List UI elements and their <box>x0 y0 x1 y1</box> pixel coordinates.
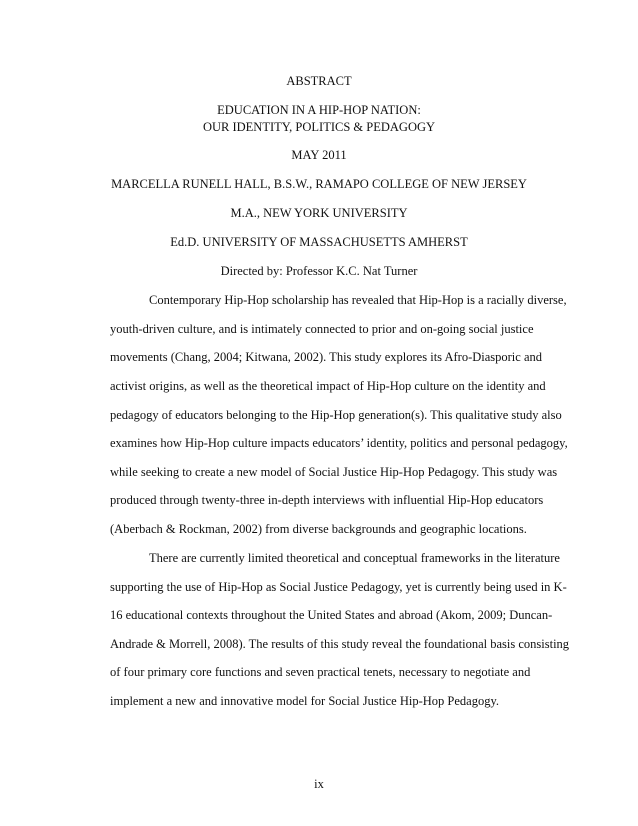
author-line: MARCELLA RUNELL HALL, B.S.W., RAMAPO COLLEGE OF NEW JERSEY <box>111 177 527 191</box>
paragraph-1-line: activist origins, as well as the theoretical impact of Hip-Hop culture on the identity and <box>110 379 546 393</box>
degree-ma-line: M.A., NEW YORK UNIVERSITY <box>230 206 408 220</box>
paragraph-1-line: movements (Chang, 2004; Kitwana, 2002). This study explores its Afro-Diasporic and <box>110 350 542 364</box>
page-number: ix <box>314 777 324 791</box>
title-line-1: EDUCATION IN A HIP-HOP NATION: <box>217 103 421 117</box>
paragraph-2-line: implement a new and innovative model for Social Justice Hip-Hop Pedagogy. <box>110 694 500 708</box>
paragraph-1-line: youth-driven culture, and is intimately connected to prior and on-going social justice <box>110 322 534 336</box>
paragraph-2-line: supporting the use of Hip-Hop as Social Justice Pedagogy, yet is currently being used in K- <box>110 580 567 594</box>
abstract-heading: ABSTRACT <box>286 74 352 88</box>
paragraph-1-line: produced through twenty-three in-depth interviews with influential Hip-Hop educators <box>110 493 544 507</box>
directed-by-line: Directed by: Professor K.C. Nat Turner <box>220 264 418 278</box>
paragraph-2-line: of four primary core functions and seven practical tenets, necessary to negotiate and <box>110 665 531 679</box>
degree-edd-line: Ed.D. UNIVERSITY OF MASSACHUSETTS AMHERST <box>170 235 468 249</box>
paragraph-1-line: (Aberbach & Rockman, 2002) from diverse backgrounds and geographic locations. <box>110 522 527 536</box>
paragraph-2-line: There are currently limited theoretical and conceptual frameworks in the literature <box>149 551 560 565</box>
paragraph-1-line: while seeking to create a new model of Social Justice Hip-Hop Pedagogy. This study was <box>110 465 558 479</box>
paragraph-2-line: 16 educational contexts throughout the United States and abroad (Akom, 2009; Duncan- <box>110 608 553 622</box>
paragraph-1-line: Contemporary Hip-Hop scholarship has revealed that Hip-Hop is a racially diverse, <box>149 293 567 307</box>
title-line-2: OUR IDENTITY, POLITICS & PEDAGOGY <box>202 120 436 134</box>
paragraph-1-line: examines how Hip-Hop culture impacts educators’ identity, politics and personal pedagogy, <box>110 436 568 450</box>
paragraph-2-line: Andrade & Morrell, 2008). The results of this study reveal the foundational basis consisting <box>110 637 570 651</box>
date-line: MAY 2011 <box>291 148 347 162</box>
paragraph-1-line: pedagogy of educators belonging to the Hip-Hop generation(s). This qualitative study also <box>110 408 562 422</box>
